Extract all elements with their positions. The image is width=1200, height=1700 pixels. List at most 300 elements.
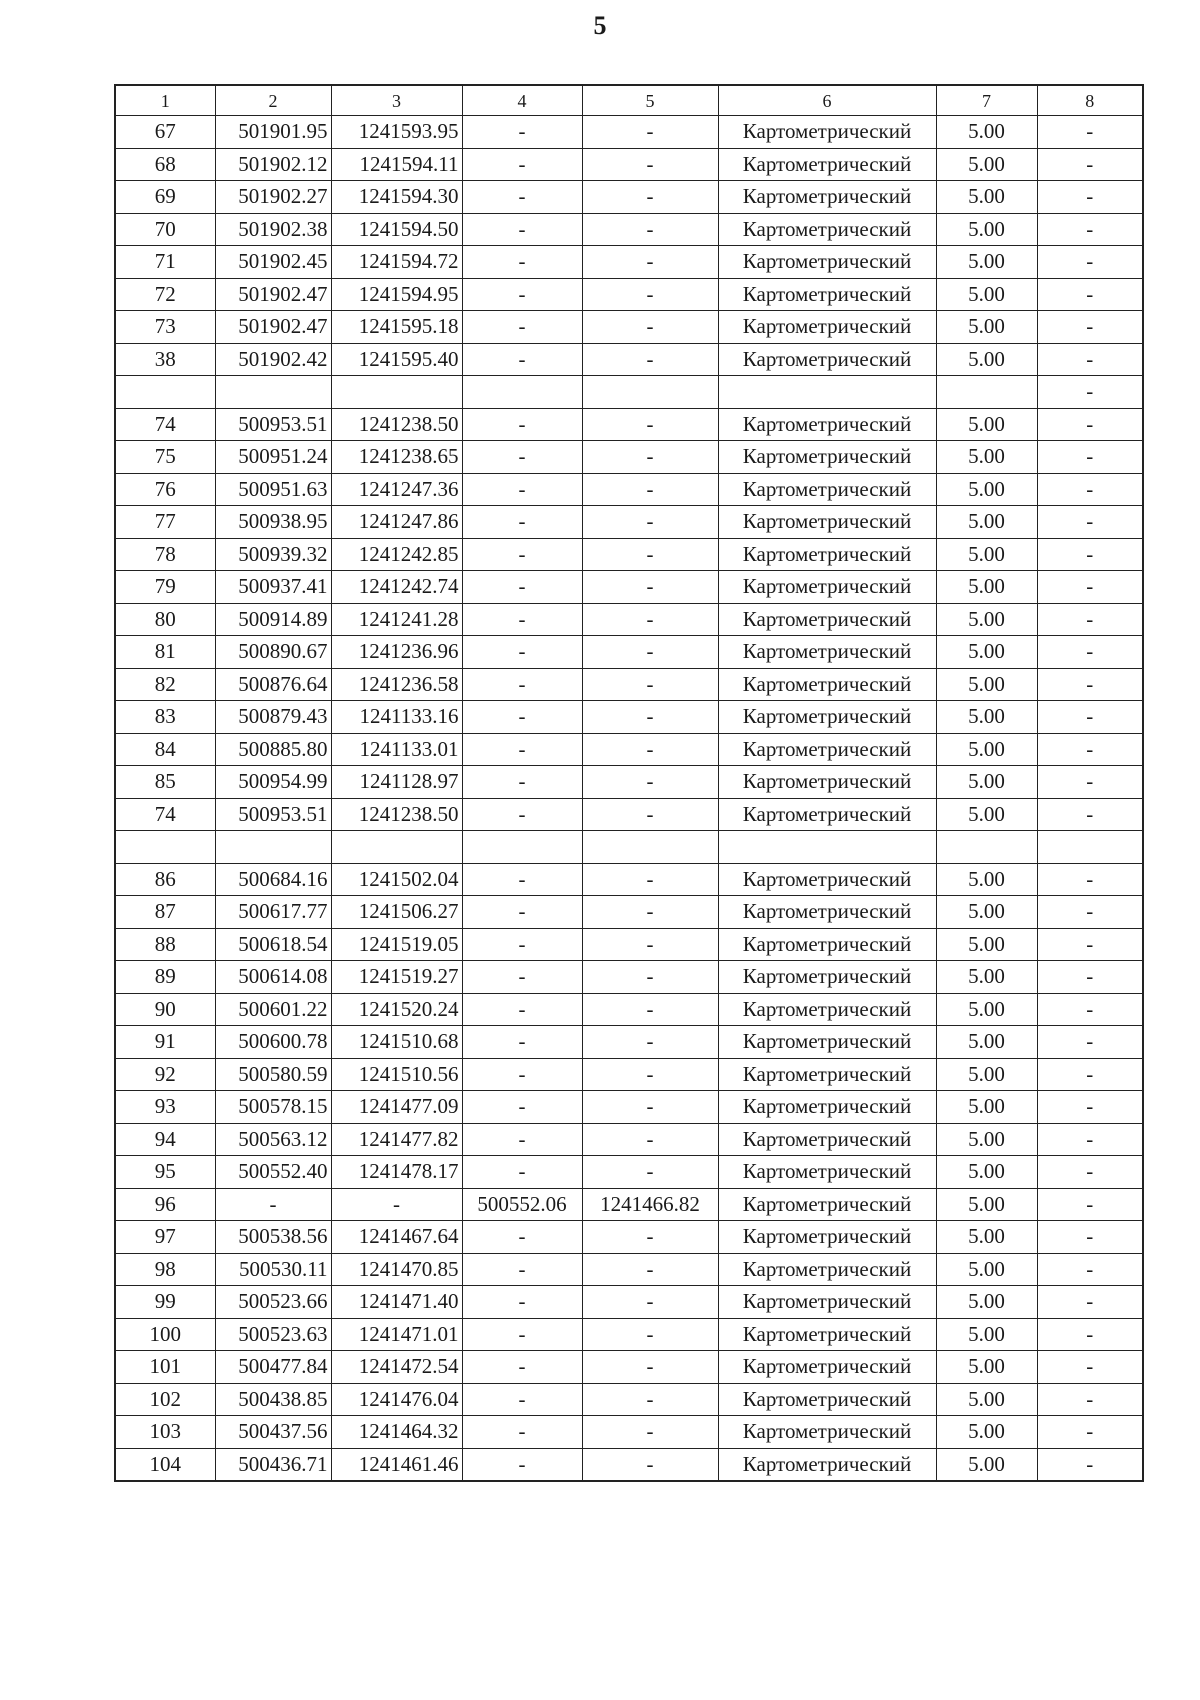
x-coordinate-cell: 500617.77 — [215, 896, 331, 929]
x-coordinate-alt-cell: - — [462, 636, 582, 669]
method-cell: Картометрический — [718, 1188, 936, 1221]
y-coordinate-cell: 1241510.68 — [331, 1026, 462, 1059]
point-number-cell: 77 — [115, 506, 215, 539]
y-coordinate-cell: 1241238.50 — [331, 798, 462, 831]
method-cell: Картометрический — [718, 863, 936, 896]
y-coordinate-cell: 1241467.64 — [331, 1221, 462, 1254]
accuracy-cell: 5.00 — [936, 571, 1037, 604]
x-coordinate-alt-cell: - — [462, 278, 582, 311]
y-coordinate-cell: 1241593.95 — [331, 116, 462, 149]
method-cell: Картометрический — [718, 1221, 936, 1254]
point-number-cell: 96 — [115, 1188, 215, 1221]
x-coordinate-cell: 500684.16 — [215, 863, 331, 896]
point-number-cell: 99 — [115, 1286, 215, 1319]
note-cell: - — [1037, 1188, 1143, 1221]
note-cell: - — [1037, 766, 1143, 799]
y-coordinate-cell: 1241594.95 — [331, 278, 462, 311]
x-coordinate-alt-cell: - — [462, 1286, 582, 1319]
accuracy-cell: 5.00 — [936, 408, 1037, 441]
y-coordinate-alt-cell: - — [582, 246, 718, 279]
method-cell: Картометрический — [718, 1318, 936, 1351]
x-coordinate-alt-cell: - — [462, 506, 582, 539]
x-coordinate-cell: 500437.56 — [215, 1416, 331, 1449]
method-cell: Картометрический — [718, 311, 936, 344]
x-coordinate-alt-cell: - — [462, 116, 582, 149]
y-coordinate-cell: 1241133.16 — [331, 701, 462, 734]
x-coordinate-cell: 500914.89 — [215, 603, 331, 636]
x-coordinate-cell: 500939.32 — [215, 538, 331, 571]
table-row — [115, 1318, 1143, 1351]
table-row — [115, 1058, 1143, 1091]
point-number-cell: 95 — [115, 1156, 215, 1189]
note-cell: - — [1037, 148, 1143, 181]
y-coordinate-cell: 1241502.04 — [331, 863, 462, 896]
method-cell: Картометрический — [718, 343, 936, 376]
method-cell: Картометрический — [718, 993, 936, 1026]
y-coordinate-alt-cell: - — [582, 441, 718, 474]
note-cell: - — [1037, 733, 1143, 766]
y-coordinate-cell: 1241238.50 — [331, 408, 462, 441]
table-row — [115, 733, 1143, 766]
y-coordinate-cell: 1241242.74 — [331, 571, 462, 604]
accuracy-cell: 5.00 — [936, 506, 1037, 539]
y-coordinate-cell: 1241464.32 — [331, 1416, 462, 1449]
point-number-cell: 69 — [115, 181, 215, 214]
table-row — [115, 1123, 1143, 1156]
accuracy-cell: 5.00 — [936, 1026, 1037, 1059]
y-coordinate-alt-cell: - — [582, 896, 718, 929]
x-coordinate-alt-cell: - — [462, 603, 582, 636]
x-coordinate-cell: 501902.45 — [215, 246, 331, 279]
point-number-cell: 68 — [115, 148, 215, 181]
method-cell: Картометрический — [718, 1351, 936, 1384]
y-coordinate-cell: 1241477.09 — [331, 1091, 462, 1124]
note-cell: - — [1037, 961, 1143, 994]
table-row — [115, 506, 1143, 539]
x-coordinate-cell: 500951.63 — [215, 473, 331, 506]
note-cell: - — [1037, 1383, 1143, 1416]
point-number-cell: 79 — [115, 571, 215, 604]
method-cell: Картометрический — [718, 1058, 936, 1091]
table-header-row — [115, 85, 1143, 116]
point-number-cell: 72 — [115, 278, 215, 311]
table-row — [115, 961, 1143, 994]
accuracy-cell: 5.00 — [936, 311, 1037, 344]
x-coordinate-alt-cell: - — [462, 1383, 582, 1416]
note-cell: - — [1037, 1026, 1143, 1059]
point-number-cell — [115, 376, 215, 409]
table-row — [115, 213, 1143, 246]
y-coordinate-cell: 1241519.05 — [331, 928, 462, 961]
point-number-cell: 75 — [115, 441, 215, 474]
x-coordinate-alt-cell: - — [462, 668, 582, 701]
note-cell — [1037, 831, 1143, 864]
accuracy-cell: 5.00 — [936, 1253, 1037, 1286]
accuracy-cell: 5.00 — [936, 1091, 1037, 1124]
y-coordinate-cell: 1241236.96 — [331, 636, 462, 669]
note-cell: - — [1037, 506, 1143, 539]
point-number-cell: 80 — [115, 603, 215, 636]
point-number-cell: 67 — [115, 116, 215, 149]
y-coordinate-alt-cell: - — [582, 766, 718, 799]
column-header: 3 — [331, 85, 462, 116]
table-row — [115, 1448, 1143, 1481]
accuracy-cell: 5.00 — [936, 798, 1037, 831]
method-cell: Картометрический — [718, 603, 936, 636]
note-cell: - — [1037, 798, 1143, 831]
table-row — [115, 246, 1143, 279]
y-coordinate-alt-cell: - — [582, 148, 718, 181]
method-cell: Картометрический — [718, 1123, 936, 1156]
point-number-cell: 98 — [115, 1253, 215, 1286]
accuracy-cell: 5.00 — [936, 1058, 1037, 1091]
y-coordinate-alt-cell: - — [582, 993, 718, 1026]
x-coordinate-alt-cell: - — [462, 246, 582, 279]
x-coordinate-cell: 501902.47 — [215, 278, 331, 311]
x-coordinate-alt-cell: - — [462, 1156, 582, 1189]
method-cell: Картометрический — [718, 766, 936, 799]
y-coordinate-alt-cell: - — [582, 636, 718, 669]
table-row — [115, 181, 1143, 214]
table-row — [115, 798, 1143, 831]
method-cell: Картометрический — [718, 636, 936, 669]
accuracy-cell: 5.00 — [936, 928, 1037, 961]
table-row — [115, 473, 1143, 506]
x-coordinate-alt-cell: - — [462, 1253, 582, 1286]
y-coordinate-cell: 1241519.27 — [331, 961, 462, 994]
x-coordinate-cell — [215, 376, 331, 409]
y-coordinate-cell: 1241247.86 — [331, 506, 462, 539]
note-cell: - — [1037, 863, 1143, 896]
note-cell: - — [1037, 1253, 1143, 1286]
x-coordinate-alt-cell: - — [462, 1123, 582, 1156]
y-coordinate-cell: 1241510.56 — [331, 1058, 462, 1091]
y-coordinate-alt-cell: - — [582, 1253, 718, 1286]
table-row — [115, 1383, 1143, 1416]
accuracy-cell: 5.00 — [936, 1383, 1037, 1416]
x-coordinate-cell: 500538.56 — [215, 1221, 331, 1254]
x-coordinate-cell: 500600.78 — [215, 1026, 331, 1059]
x-coordinate-cell: 500885.80 — [215, 733, 331, 766]
note-cell: - — [1037, 246, 1143, 279]
column-header: 7 — [936, 85, 1037, 116]
y-coordinate-cell: 1241472.54 — [331, 1351, 462, 1384]
method-cell: Картометрический — [718, 213, 936, 246]
y-coordinate-cell: 1241594.72 — [331, 246, 462, 279]
table-row — [115, 1026, 1143, 1059]
column-header: 1 — [115, 85, 215, 116]
x-coordinate-alt-cell: - — [462, 181, 582, 214]
x-coordinate-alt-cell: - — [462, 408, 582, 441]
accuracy-cell: 5.00 — [936, 1221, 1037, 1254]
y-coordinate-cell — [331, 376, 462, 409]
y-coordinate-alt-cell: - — [582, 1123, 718, 1156]
x-coordinate-alt-cell: - — [462, 311, 582, 344]
method-cell: Картометрический — [718, 246, 936, 279]
table-row — [115, 701, 1143, 734]
method-cell: Картометрический — [718, 1383, 936, 1416]
point-number-cell: 71 — [115, 246, 215, 279]
point-number-cell: 91 — [115, 1026, 215, 1059]
x-coordinate-cell: 500477.84 — [215, 1351, 331, 1384]
note-cell: - — [1037, 993, 1143, 1026]
accuracy-cell: 5.00 — [936, 701, 1037, 734]
point-number-cell: 74 — [115, 408, 215, 441]
x-coordinate-alt-cell: - — [462, 441, 582, 474]
y-coordinate-cell: 1241133.01 — [331, 733, 462, 766]
point-number-cell: 94 — [115, 1123, 215, 1156]
table-row — [115, 343, 1143, 376]
x-coordinate-cell: 500563.12 — [215, 1123, 331, 1156]
x-coordinate-cell: 500530.11 — [215, 1253, 331, 1286]
y-coordinate-alt-cell: - — [582, 1058, 718, 1091]
x-coordinate-alt-cell: - — [462, 1351, 582, 1384]
y-coordinate-alt-cell — [582, 831, 718, 864]
table-row — [115, 148, 1143, 181]
y-coordinate-cell: 1241595.18 — [331, 311, 462, 344]
x-coordinate-alt-cell: - — [462, 1091, 582, 1124]
column-header: 6 — [718, 85, 936, 116]
point-number-cell: 70 — [115, 213, 215, 246]
note-cell: - — [1037, 571, 1143, 604]
x-coordinate-cell: 500523.66 — [215, 1286, 331, 1319]
method-cell: Картометрический — [718, 408, 936, 441]
method-cell: Картометрический — [718, 506, 936, 539]
y-coordinate-alt-cell: - — [582, 538, 718, 571]
x-coordinate-cell: 500876.64 — [215, 668, 331, 701]
accuracy-cell: 5.00 — [936, 1416, 1037, 1449]
point-number-cell: 102 — [115, 1383, 215, 1416]
point-number-cell: 97 — [115, 1221, 215, 1254]
table-row — [115, 1253, 1143, 1286]
table-row — [115, 538, 1143, 571]
y-coordinate-cell: 1241476.04 — [331, 1383, 462, 1416]
accuracy-cell: 5.00 — [936, 473, 1037, 506]
method-cell: Картометрический — [718, 1286, 936, 1319]
y-coordinate-alt-cell: - — [582, 1448, 718, 1481]
y-coordinate-alt-cell: - — [582, 603, 718, 636]
table-row — [115, 1188, 1143, 1221]
x-coordinate-cell: 501902.38 — [215, 213, 331, 246]
y-coordinate-alt-cell: - — [582, 1156, 718, 1189]
point-number-cell: 93 — [115, 1091, 215, 1124]
y-coordinate-alt-cell: - — [582, 798, 718, 831]
point-number-cell: 103 — [115, 1416, 215, 1449]
table-row — [115, 1156, 1143, 1189]
coordinates-table — [114, 84, 1144, 1482]
x-coordinate-alt-cell: - — [462, 961, 582, 994]
y-coordinate-alt-cell: - — [582, 343, 718, 376]
method-cell — [718, 831, 936, 864]
y-coordinate-alt-cell: - — [582, 311, 718, 344]
table-row — [115, 571, 1143, 604]
table-row — [115, 863, 1143, 896]
point-number-cell: 89 — [115, 961, 215, 994]
accuracy-cell: 5.00 — [936, 1286, 1037, 1319]
table-row — [115, 668, 1143, 701]
table-row — [115, 278, 1143, 311]
accuracy-cell: 5.00 — [936, 603, 1037, 636]
y-coordinate-alt-cell: - — [582, 213, 718, 246]
x-coordinate-cell: 500614.08 — [215, 961, 331, 994]
accuracy-cell: 5.00 — [936, 441, 1037, 474]
y-coordinate-cell: 1241236.58 — [331, 668, 462, 701]
note-cell: - — [1037, 1318, 1143, 1351]
note-cell: - — [1037, 701, 1143, 734]
method-cell: Картометрический — [718, 538, 936, 571]
y-coordinate-alt-cell: - — [582, 1091, 718, 1124]
table-row — [115, 311, 1143, 344]
y-coordinate-cell: 1241471.01 — [331, 1318, 462, 1351]
method-cell: Картометрический — [718, 473, 936, 506]
method-cell: Картометрический — [718, 571, 936, 604]
y-coordinate-alt-cell: - — [582, 1286, 718, 1319]
table-row — [115, 441, 1143, 474]
x-coordinate-alt-cell: - — [462, 928, 582, 961]
x-coordinate-alt-cell: - — [462, 896, 582, 929]
x-coordinate-cell: 501902.12 — [215, 148, 331, 181]
accuracy-cell: 5.00 — [936, 993, 1037, 1026]
point-number-cell: 87 — [115, 896, 215, 929]
method-cell: Картометрический — [718, 1156, 936, 1189]
table-row — [115, 993, 1143, 1026]
table-row — [115, 376, 1143, 409]
y-coordinate-alt-cell: - — [582, 668, 718, 701]
accuracy-cell: 5.00 — [936, 636, 1037, 669]
y-coordinate-cell: 1241242.85 — [331, 538, 462, 571]
y-coordinate-cell: 1241595.40 — [331, 343, 462, 376]
note-cell: - — [1037, 1416, 1143, 1449]
note-cell: - — [1037, 1123, 1143, 1156]
point-number-cell: 86 — [115, 863, 215, 896]
accuracy-cell: 5.00 — [936, 766, 1037, 799]
note-cell: - — [1037, 928, 1143, 961]
method-cell: Картометрический — [718, 278, 936, 311]
table-body — [115, 85, 1143, 1481]
accuracy-cell: 5.00 — [936, 1123, 1037, 1156]
method-cell: Картометрический — [718, 928, 936, 961]
method-cell: Картометрический — [718, 961, 936, 994]
table-row — [115, 928, 1143, 961]
y-coordinate-alt-cell: - — [582, 278, 718, 311]
y-coordinate-alt-cell: - — [582, 1383, 718, 1416]
x-coordinate-alt-cell: - — [462, 1221, 582, 1254]
table-row — [115, 1091, 1143, 1124]
table-row — [115, 766, 1143, 799]
table-row — [115, 408, 1143, 441]
table-row — [115, 1416, 1143, 1449]
method-cell: Картометрический — [718, 733, 936, 766]
y-coordinate-alt-cell: - — [582, 506, 718, 539]
y-coordinate-cell: 1241594.50 — [331, 213, 462, 246]
note-cell: - — [1037, 181, 1143, 214]
y-coordinate-cell: 1241477.82 — [331, 1123, 462, 1156]
x-coordinate-cell: 500601.22 — [215, 993, 331, 1026]
y-coordinate-cell: 1241247.36 — [331, 473, 462, 506]
y-coordinate-alt-cell: 1241466.82 — [582, 1188, 718, 1221]
note-cell: - — [1037, 278, 1143, 311]
x-coordinate-cell: 500890.67 — [215, 636, 331, 669]
point-number-cell — [115, 831, 215, 864]
method-cell: Картометрический — [718, 1448, 936, 1481]
y-coordinate-alt-cell: - — [582, 733, 718, 766]
x-coordinate-cell — [215, 831, 331, 864]
x-coordinate-alt-cell: - — [462, 1058, 582, 1091]
x-coordinate-cell: 500580.59 — [215, 1058, 331, 1091]
method-cell — [718, 376, 936, 409]
point-number-cell: 100 — [115, 1318, 215, 1351]
y-coordinate-cell: 1241238.65 — [331, 441, 462, 474]
y-coordinate-cell: 1241594.30 — [331, 181, 462, 214]
note-cell: - — [1037, 603, 1143, 636]
y-coordinate-alt-cell: - — [582, 181, 718, 214]
y-coordinate-alt-cell — [582, 376, 718, 409]
method-cell: Картометрический — [718, 701, 936, 734]
point-number-cell: 76 — [115, 473, 215, 506]
x-coordinate-cell: 500879.43 — [215, 701, 331, 734]
note-cell: - — [1037, 1091, 1143, 1124]
x-coordinate-alt-cell: - — [462, 571, 582, 604]
x-coordinate-alt-cell: - — [462, 993, 582, 1026]
y-coordinate-alt-cell: - — [582, 408, 718, 441]
accuracy-cell: 5.00 — [936, 148, 1037, 181]
note-cell: - — [1037, 1058, 1143, 1091]
accuracy-cell: 5.00 — [936, 1156, 1037, 1189]
accuracy-cell: 5.00 — [936, 213, 1037, 246]
accuracy-cell: 5.00 — [936, 1351, 1037, 1384]
point-number-cell: 101 — [115, 1351, 215, 1384]
column-header: 8 — [1037, 85, 1143, 116]
table-row — [115, 831, 1143, 864]
note-cell: - — [1037, 116, 1143, 149]
x-coordinate-cell: 501901.95 — [215, 116, 331, 149]
y-coordinate-alt-cell: - — [582, 1416, 718, 1449]
accuracy-cell: 5.00 — [936, 1188, 1037, 1221]
accuracy-cell: 5.00 — [936, 278, 1037, 311]
point-number-cell: 38 — [115, 343, 215, 376]
point-number-cell: 78 — [115, 538, 215, 571]
x-coordinate-alt-cell: - — [462, 863, 582, 896]
method-cell: Картометрический — [718, 896, 936, 929]
x-coordinate-alt-cell: - — [462, 733, 582, 766]
y-coordinate-cell: 1241128.97 — [331, 766, 462, 799]
x-coordinate-cell: 500951.24 — [215, 441, 331, 474]
accuracy-cell: 5.00 — [936, 733, 1037, 766]
accuracy-cell: 5.00 — [936, 181, 1037, 214]
note-cell: - — [1037, 343, 1143, 376]
note-cell: - — [1037, 1156, 1143, 1189]
x-coordinate-cell: 501902.27 — [215, 181, 331, 214]
x-coordinate-cell: 500953.51 — [215, 408, 331, 441]
x-coordinate-alt-cell: - — [462, 343, 582, 376]
y-coordinate-alt-cell: - — [582, 1026, 718, 1059]
accuracy-cell: 5.00 — [936, 961, 1037, 994]
y-coordinate-cell: 1241506.27 — [331, 896, 462, 929]
x-coordinate-cell: 500954.99 — [215, 766, 331, 799]
point-number-cell: 73 — [115, 311, 215, 344]
accuracy-cell: 5.00 — [936, 116, 1037, 149]
x-coordinate-alt-cell: 500552.06 — [462, 1188, 582, 1221]
accuracy-cell: 5.00 — [936, 343, 1037, 376]
method-cell: Картометрический — [718, 668, 936, 701]
point-number-cell: 83 — [115, 701, 215, 734]
method-cell: Картометрический — [718, 181, 936, 214]
x-coordinate-alt-cell: - — [462, 538, 582, 571]
table-row — [115, 896, 1143, 929]
note-cell: - — [1037, 376, 1143, 409]
y-coordinate-cell: 1241241.28 — [331, 603, 462, 636]
method-cell: Картометрический — [718, 1253, 936, 1286]
